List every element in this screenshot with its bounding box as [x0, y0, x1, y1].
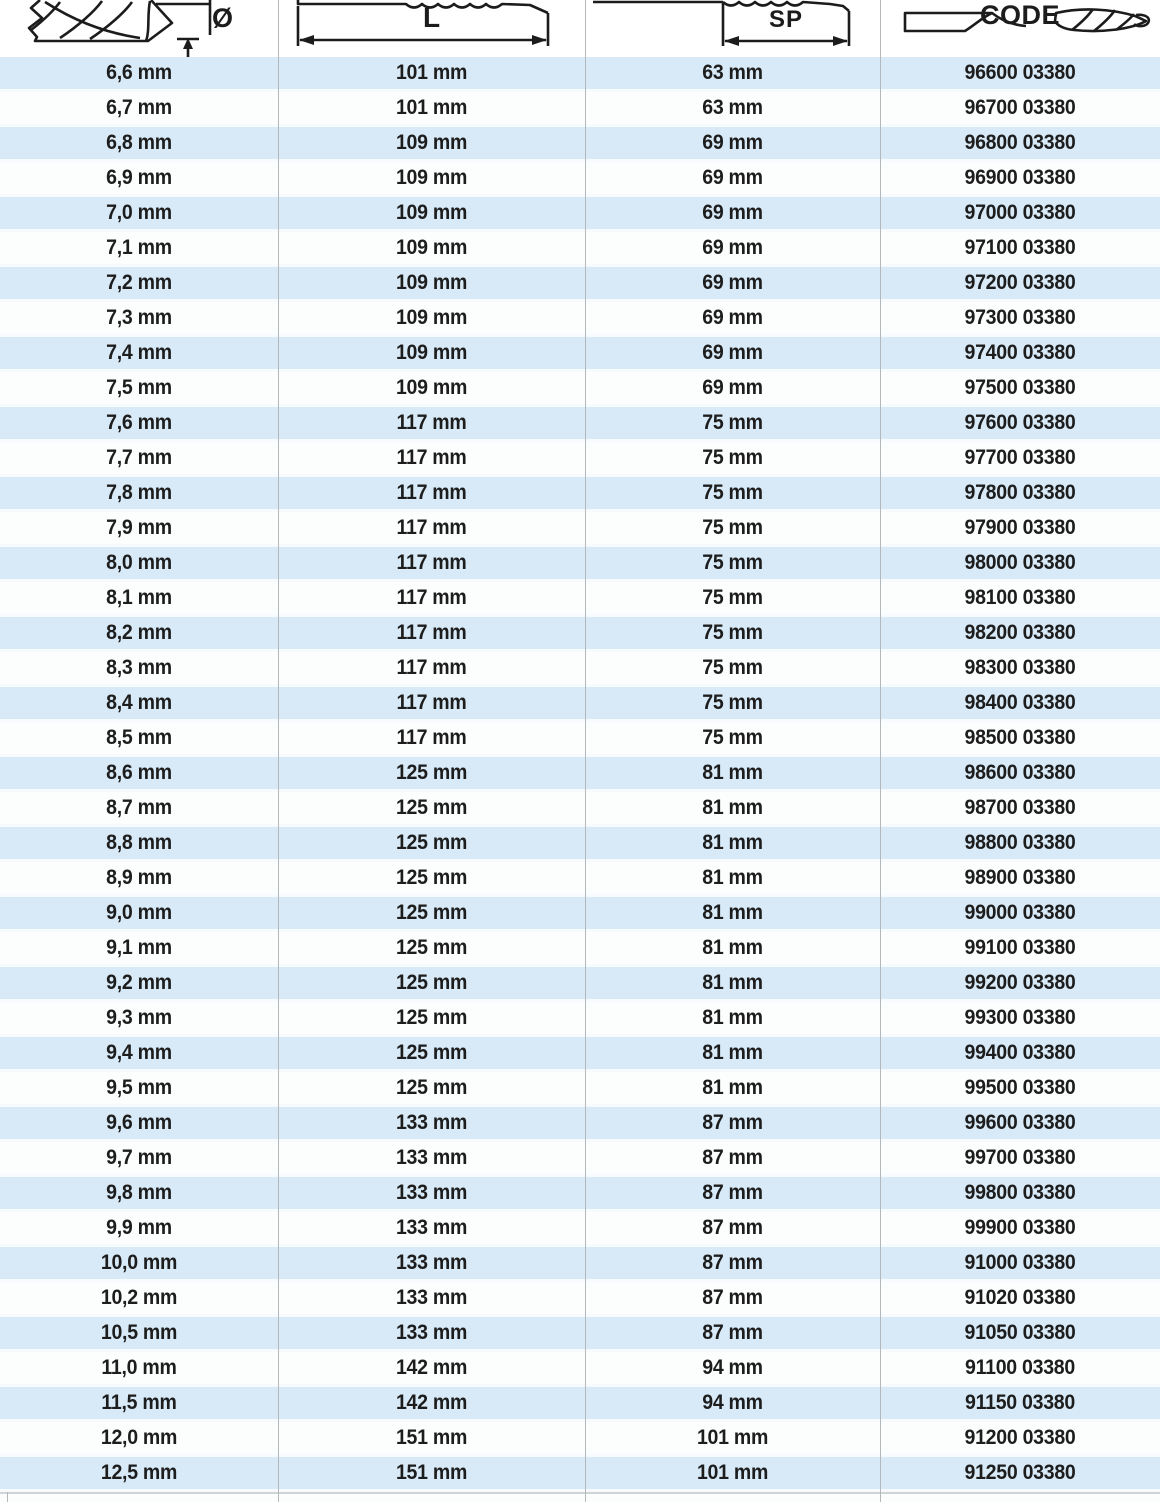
total-length-value: 133 mm	[395, 1286, 468, 1309]
table-row	[0, 1002, 1160, 1037]
flute-length-value: 75 mm	[702, 726, 763, 749]
total-length-value: 109 mm	[395, 201, 468, 224]
flute-length-value: 69 mm	[702, 376, 763, 399]
table-row	[0, 127, 1160, 162]
flute-length-value: 81 mm	[702, 1041, 763, 1064]
flute-length-value: 87 mm	[702, 1216, 763, 1239]
table-row	[0, 1037, 1160, 1072]
table-row	[0, 372, 1160, 407]
code-value: 98000 03380	[964, 551, 1076, 574]
diameter-value: 8,6 mm	[106, 761, 172, 784]
total-length-value: 109 mm	[395, 271, 468, 294]
table-row	[0, 792, 1160, 827]
table-row	[0, 512, 1160, 547]
total-length-value: 117 mm	[396, 586, 467, 609]
total-length-value: 101 mm	[395, 96, 468, 119]
total-length-value: 125 mm	[395, 761, 468, 784]
diameter-value: 8,2 mm	[106, 621, 172, 644]
diameter-value: 7,9 mm	[106, 516, 172, 539]
flute-length-value: 87 mm	[702, 1321, 763, 1344]
flute-length-value: 81 mm	[702, 1006, 763, 1029]
total-length-value: 109 mm	[395, 166, 468, 189]
column-divider	[585, 0, 586, 1502]
flute-length-value: 87 mm	[702, 1111, 763, 1134]
total-length-value: 142 mm	[395, 1356, 468, 1379]
flute-length-value: 69 mm	[702, 341, 763, 364]
table-row	[0, 337, 1160, 372]
code-value: 98800 03380	[964, 831, 1076, 854]
code-value: 98900 03380	[964, 866, 1076, 889]
total-length-value: 125 mm	[395, 866, 468, 889]
flute-length-value: 69 mm	[702, 236, 763, 259]
total-length-value: 117 mm	[396, 516, 467, 539]
total-length-value: 125 mm	[395, 936, 468, 959]
flute-length-value: 101 mm	[696, 1426, 769, 1449]
code-value: 97200 03380	[964, 271, 1076, 294]
diameter-value: 11,0 mm	[101, 1356, 177, 1379]
flute-length-value: 75 mm	[702, 551, 763, 574]
total-length-value: 117 mm	[396, 691, 467, 714]
total-length-value: 133 mm	[395, 1216, 468, 1239]
diameter-value: 7,4 mm	[106, 341, 172, 364]
diameter-value: 8,4 mm	[106, 691, 172, 714]
table-row	[0, 1352, 1160, 1387]
code-value: 96900 03380	[964, 166, 1076, 189]
flute-length-value: 63 mm	[702, 96, 763, 119]
flute-length-value: 81 mm	[702, 936, 763, 959]
code-value: 91200 03380	[964, 1426, 1076, 1449]
table-row	[0, 617, 1160, 652]
code-value: 97600 03380	[964, 411, 1076, 434]
code-value: 91000 03380	[964, 1251, 1076, 1274]
diameter-value: 9,5 mm	[106, 1076, 172, 1099]
diameter-value: 9,6 mm	[106, 1111, 172, 1134]
total-length-value: 109 mm	[395, 376, 468, 399]
code-value: 96700 03380	[964, 96, 1076, 119]
diameter-value: 8,7 mm	[106, 796, 172, 819]
column-divider	[278, 0, 279, 1502]
total-length-value: 117 mm	[396, 621, 467, 644]
flute-length-value: 87 mm	[702, 1251, 763, 1274]
flute-length-value: 75 mm	[702, 481, 763, 504]
flute-length-value: 81 mm	[702, 831, 763, 854]
drill-diameter-icon	[0, 0, 278, 57]
total-length-column-header	[278, 0, 585, 57]
flute-length-value: 75 mm	[702, 411, 763, 434]
code-value: 97800 03380	[964, 481, 1076, 504]
total-length-value: 125 mm	[395, 1041, 468, 1064]
table-row	[0, 1107, 1160, 1142]
code-value: 99600 03380	[964, 1111, 1076, 1134]
table-row	[0, 267, 1160, 302]
flute-length-value: 81 mm	[702, 901, 763, 924]
table-row	[0, 197, 1160, 232]
flute-length-value: 75 mm	[702, 516, 763, 539]
code-value: 98400 03380	[964, 691, 1076, 714]
code-value: 98500 03380	[964, 726, 1076, 749]
total-length-value: 101 mm	[395, 61, 468, 84]
diameter-value: 9,8 mm	[106, 1181, 172, 1204]
code-value: 98600 03380	[964, 761, 1076, 784]
code-value: 99700 03380	[964, 1146, 1076, 1169]
table-row	[0, 862, 1160, 897]
diameter-value: 8,5 mm	[106, 726, 172, 749]
code-value: 99400 03380	[964, 1041, 1076, 1064]
code-value: 99000 03380	[964, 901, 1076, 924]
flute-length-value: 75 mm	[702, 621, 763, 644]
diameter-value: 6,6 mm	[106, 61, 172, 84]
table-row	[0, 407, 1160, 442]
total-length-value: 109 mm	[395, 236, 468, 259]
diameter-value: 7,2 mm	[106, 271, 172, 294]
code-value: 99100 03380	[964, 936, 1076, 959]
code-value: 99800 03380	[964, 1181, 1076, 1204]
table-row	[0, 757, 1160, 792]
table-row	[0, 547, 1160, 582]
table-row	[0, 1247, 1160, 1282]
total-length-value: 133 mm	[395, 1321, 468, 1344]
flute-length-value: 75 mm	[702, 656, 763, 679]
diameter-value: 7,8 mm	[106, 481, 172, 504]
table-row	[0, 442, 1160, 477]
flute-length-value: 81 mm	[702, 971, 763, 994]
code-value: 97900 03380	[964, 516, 1076, 539]
total-length-value: 125 mm	[395, 1076, 468, 1099]
flute-length-value: 75 mm	[702, 691, 763, 714]
total-length-value: 117 mm	[396, 551, 467, 574]
total-length-value: 117 mm	[396, 446, 467, 469]
diameter-value: 8,1 mm	[106, 586, 172, 609]
table-row	[0, 1212, 1160, 1247]
code-value: 99200 03380	[964, 971, 1076, 994]
flute-length-value: 69 mm	[702, 131, 763, 154]
diameter-value: 10,5 mm	[100, 1321, 178, 1344]
table-row	[0, 582, 1160, 617]
diameter-value: 6,9 mm	[106, 166, 172, 189]
diameter-value: 7,5 mm	[106, 376, 172, 399]
table-row	[0, 1317, 1160, 1352]
diameter-value: 7,6 mm	[106, 411, 172, 434]
flute-length-value: 81 mm	[702, 866, 763, 889]
total-length-value: 125 mm	[395, 796, 468, 819]
diameter-value: 7,7 mm	[106, 446, 172, 469]
total-length-value: 125 mm	[395, 1006, 468, 1029]
code-value: 98700 03380	[964, 796, 1076, 819]
code-value: 98300 03380	[964, 656, 1076, 679]
table-row	[0, 57, 1160, 92]
total-length-value: 133 mm	[395, 1181, 468, 1204]
code-value: 97500 03380	[964, 376, 1076, 399]
table-row	[0, 827, 1160, 862]
total-length-value: 125 mm	[395, 901, 468, 924]
total-length-value: 109 mm	[395, 306, 468, 329]
table-row	[0, 1422, 1160, 1457]
total-length-label: L	[422, 2, 441, 33]
diameter-value: 9,7 mm	[106, 1146, 172, 1169]
flute-length-value: 101 mm	[696, 1461, 769, 1484]
code-value: 97000 03380	[964, 201, 1076, 224]
total-length-value: 109 mm	[395, 341, 468, 364]
total-length-value: 109 mm	[395, 131, 468, 154]
diameter-value: 7,0 mm	[106, 201, 172, 224]
flute-length-value: 69 mm	[702, 166, 763, 189]
table-row	[0, 1072, 1160, 1107]
diameter-value: 7,3 mm	[106, 306, 172, 329]
table-row	[0, 232, 1160, 267]
diameter-value: 9,1 mm	[106, 936, 172, 959]
table-row	[0, 932, 1160, 967]
diameter-value: 9,3 mm	[106, 1006, 172, 1029]
total-length-value: 151 mm	[395, 1426, 468, 1449]
table-body	[0, 57, 1160, 1492]
table-row	[0, 1177, 1160, 1212]
diameter-value: 12,5 mm	[100, 1461, 178, 1484]
table-row	[0, 477, 1160, 512]
total-length-value: 151 mm	[395, 1461, 468, 1484]
code-value: 98200 03380	[964, 621, 1076, 644]
flute-length-value: 75 mm	[702, 586, 763, 609]
diameter-value: 8,9 mm	[106, 866, 172, 889]
flute-length-value: 94 mm	[702, 1391, 763, 1414]
code-value: 99900 03380	[964, 1216, 1076, 1239]
total-length-value: 125 mm	[395, 971, 468, 994]
table-row	[0, 1457, 1160, 1492]
diameter-value: 9,2 mm	[106, 971, 172, 994]
flute-length-value: 94 mm	[702, 1356, 763, 1379]
table-row	[0, 652, 1160, 687]
table-row	[0, 92, 1160, 127]
flute-length-value: 75 mm	[702, 446, 763, 469]
total-length-value: 125 mm	[395, 831, 468, 854]
diameter-value: 6,7 mm	[106, 96, 172, 119]
diameter-column-header	[0, 0, 278, 57]
diameter-value: 8,3 mm	[106, 656, 172, 679]
code-value: 91250 03380	[964, 1461, 1076, 1484]
table-row	[0, 967, 1160, 1002]
total-length-value: 142 mm	[395, 1391, 468, 1414]
table-header	[0, 0, 1160, 57]
diameter-value: 6,8 mm	[106, 131, 172, 154]
diameter-symbol-label: Ø	[212, 3, 234, 33]
table-row	[0, 162, 1160, 197]
flute-length-value: 81 mm	[702, 1076, 763, 1099]
flute-length-label: SP	[768, 6, 803, 33]
total-length-value: 133 mm	[395, 1111, 468, 1134]
code-value: 97700 03380	[964, 446, 1076, 469]
drill-flute-length-icon	[585, 0, 880, 57]
code-value: 91150 03380	[965, 1391, 1075, 1414]
code-value: 99300 03380	[964, 1006, 1076, 1029]
code-value: 97100 03380	[964, 236, 1076, 259]
code-value: 98100 03380	[964, 586, 1076, 609]
code-value: 96600 03380	[964, 61, 1076, 84]
code-value: 99500 03380	[964, 1076, 1076, 1099]
code-value: 97400 03380	[964, 341, 1076, 364]
flute-length-value: 63 mm	[702, 61, 763, 84]
diameter-value: 10,0 mm	[100, 1251, 178, 1274]
flute-length-value: 69 mm	[702, 271, 763, 294]
code-column-header	[880, 0, 1160, 57]
flute-length-value: 81 mm	[702, 796, 763, 819]
total-length-value: 117 mm	[396, 411, 467, 434]
code-label: CODE	[979, 0, 1060, 30]
table-row	[0, 1282, 1160, 1317]
diameter-value: 7,1 mm	[106, 236, 172, 259]
total-length-value: 117 mm	[396, 656, 467, 679]
code-value: 96800 03380	[964, 131, 1076, 154]
flute-length-value: 87 mm	[702, 1146, 763, 1169]
code-value: 91020 03380	[964, 1286, 1076, 1309]
flute-length-value: 69 mm	[702, 306, 763, 329]
code-value: 91050 03380	[964, 1321, 1076, 1344]
diameter-value: 8,0 mm	[106, 551, 172, 574]
diameter-value: 11,5 mm	[101, 1391, 177, 1414]
total-length-value: 133 mm	[395, 1146, 468, 1169]
column-divider	[880, 0, 881, 1502]
flute-length-column-header	[585, 0, 880, 57]
table-row	[0, 897, 1160, 932]
table-row	[0, 302, 1160, 337]
total-length-value: 117 mm	[396, 726, 467, 749]
next-row-partial	[0, 1492, 1160, 1502]
diameter-value: 9,9 mm	[106, 1216, 172, 1239]
diameter-value: 12,0 mm	[100, 1426, 178, 1449]
flute-length-value: 87 mm	[702, 1181, 763, 1204]
code-value: 97300 03380	[964, 306, 1076, 329]
table-row	[0, 687, 1160, 722]
diameter-value: 8,8 mm	[106, 831, 172, 854]
table-row	[0, 1142, 1160, 1177]
flute-length-value: 69 mm	[702, 201, 763, 224]
total-length-value: 133 mm	[395, 1251, 468, 1274]
table-row	[0, 1387, 1160, 1422]
table-row	[0, 722, 1160, 757]
diameter-value: 10,2 mm	[100, 1286, 178, 1309]
diameter-value: 9,4 mm	[106, 1041, 172, 1064]
flute-length-value: 81 mm	[702, 761, 763, 784]
total-length-value: 117 mm	[396, 481, 467, 504]
table-left-border	[7, 1492, 8, 1502]
diameter-value: 9,0 mm	[106, 901, 172, 924]
flute-length-value: 87 mm	[702, 1286, 763, 1309]
code-value: 91100 03380	[965, 1356, 1075, 1379]
